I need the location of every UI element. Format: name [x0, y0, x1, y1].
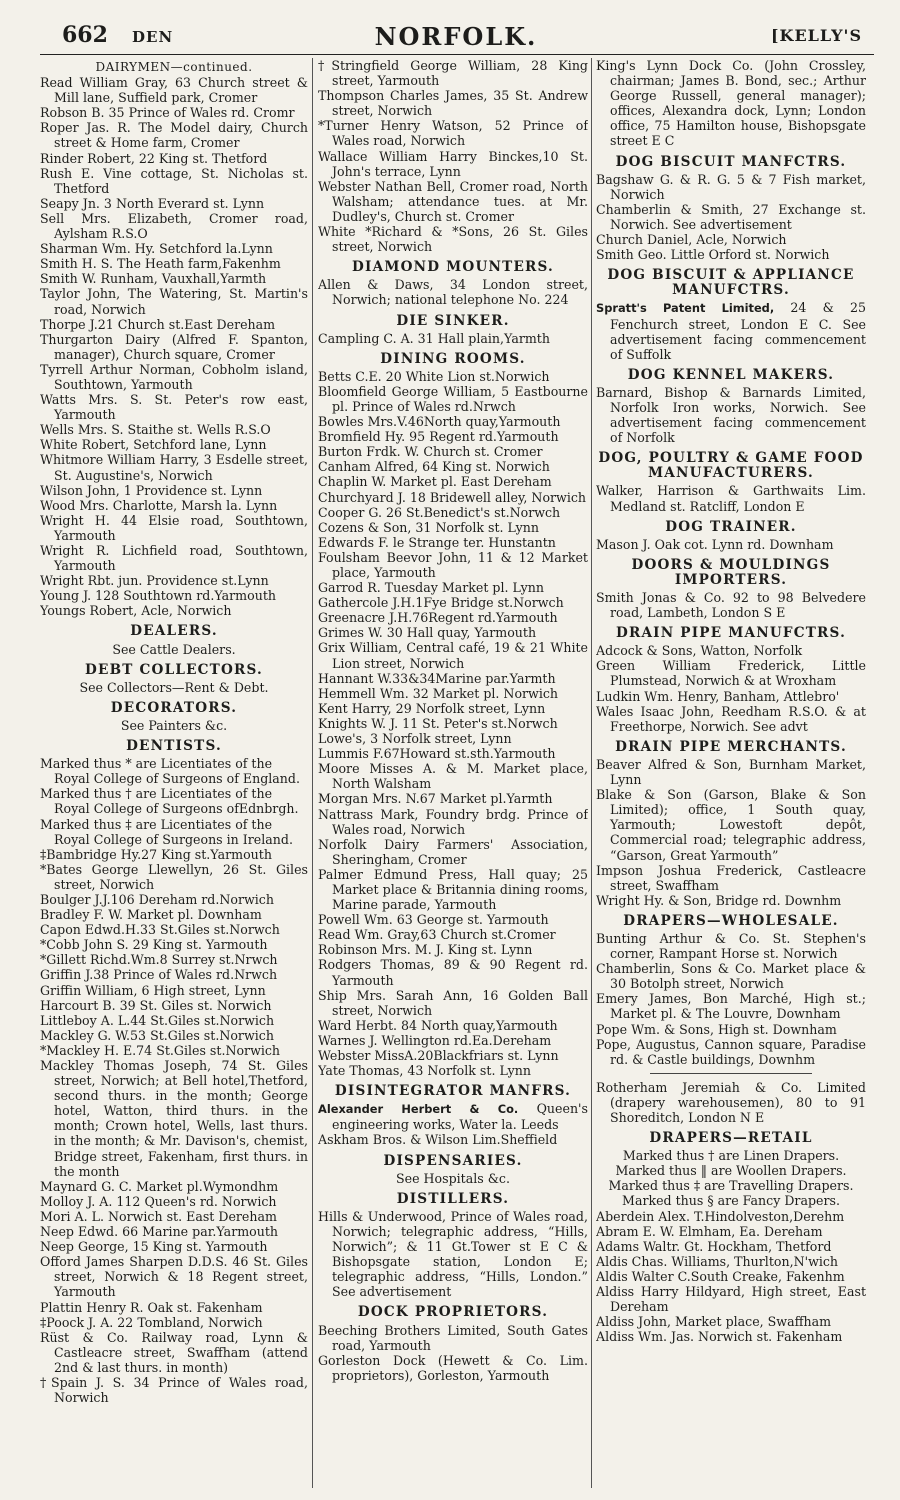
category-heading: DISINTEGRATOR MANFRS.: [334, 1083, 572, 1100]
category-heading: DRAIN PIPE MERCHANTS.: [615, 738, 847, 755]
category-heading: DISPENSARIES.: [383, 1152, 523, 1169]
listing-entry: Sell Mrs. Elizabeth, Cromer road, Aylsham R.S.O: [40, 210, 308, 242]
cross-reference: Marked thus ‖ are Woollen Drapers.: [615, 1163, 847, 1179]
category-heading: DOG KENNEL MAKERS.: [627, 366, 835, 383]
listing-entry: *Cobb John S. 29 King st. Yarmouth: [40, 937, 268, 953]
category-heading: DEBT COLLECTORS.: [85, 661, 263, 678]
category-heading: DIE SINKER.: [396, 312, 510, 329]
listing-entry: Lowe's, 3 Norfolk street, Lynn: [318, 731, 512, 747]
listing-entry: Grimes W. 30 Hall quay, Yarmouth: [318, 625, 537, 641]
page-title: NORFOLK.: [374, 22, 538, 51]
listing-entry: Askham Bros. & Wilson Lim.Sheffield: [318, 1132, 558, 1148]
column-divider: [591, 58, 592, 1488]
category-heading: DRAPERS—RETAIL: [649, 1130, 813, 1147]
listing-entry: Bromfield Hy. 95 Regent rd.Yarmouth: [318, 429, 559, 445]
listing-entry: Smith H. S. The Heath farm,Fakenhm: [40, 256, 281, 272]
cross-reference: See Cattle Dealers.: [112, 641, 236, 657]
listing-entry: Griffin William, 6 High street, Lynn: [40, 982, 266, 998]
listing-entry: Taylor John, The Watering, St. Martin's road, Norwich: [40, 286, 308, 317]
listing-entry: Chamberlin & Smith, 27 Exchange st. Norwich. See advertisement: [596, 201, 866, 232]
listing-entry: Churchyard J. 18 Bridewell alley, Norwich: [318, 489, 587, 505]
listing-entry: Aberdein Alex. T.Hindolveston,Derehm: [596, 1208, 845, 1224]
classification-note: Marked thus ‡ are Licentiates of the Royal College of Surgeons in Ireland.: [40, 816, 293, 847]
category-heading: DINING ROOMS.: [380, 350, 526, 367]
listing-entry: Neep Edwd. 66 Marine par.Yarmouth: [40, 1224, 279, 1240]
listing-entry: Grix William, Central café, 19 & 21 White Lion street, Norwich: [318, 640, 588, 671]
listing-entry: Aldiss Wm. Jas. Norwich st. Fakenham: [596, 1329, 843, 1345]
header-rule: [40, 54, 874, 55]
listing-entry: Pope Wm. & Sons, High st. Downham: [596, 1021, 837, 1037]
classification-note: Marked thus † are Licentiates of the Royal College of Surgeons ofEdnbrgh.: [40, 786, 299, 817]
listing-entry: Impson Joshua Frederick, Castleacre street, Swaffham: [596, 862, 866, 893]
listing-entry: Boulger J.J.106 Dereham rd.Norwich: [40, 891, 274, 907]
listing-entry: Wright H. 44 Elsie road, Southtown, Yarmouth: [40, 512, 308, 543]
listing-entry: *Mackley H. E.74 St.Giles st.Norwich: [40, 1042, 281, 1058]
listing-entry: Betts C.E. 20 White Lion st.Norwich: [318, 368, 550, 384]
continued-heading: DAIRYMEN—continued.: [95, 60, 253, 74]
listing-entry: Tyrrell Arthur Norman, Cobholm island, Southtown, Yarmouth: [40, 361, 308, 392]
listing-entry: Chamberlin, Sons & Co. Market place & 30 Botolph street, Norwich: [596, 961, 866, 992]
category-heading: DOG, POULTRY & GAME FOOD MANUFACTURERS.: [598, 450, 864, 482]
listing-entry: Green William Frederick, Little Plumstead, Norwich & at Wroxham: [596, 658, 866, 689]
section-guide: DEN: [132, 28, 174, 46]
listing-entry: Thompson Charles James, 35 St. Andrew street, Norwich: [318, 88, 588, 119]
listing-entry: Neep George, 15 King st. Yarmouth: [40, 1239, 268, 1255]
listing-entry: Mason J. Oak cot. Lynn rd. Downham: [596, 536, 834, 552]
listing-entry: Hannant W.33&34Marine par.Yarmth: [318, 670, 556, 686]
cross-reference: Marked thus ‡ are Travelling Drapers.: [608, 1178, 854, 1194]
listing-entry: Nattrass Mark, Foundry brdg. Prince of Wales road, Norwich: [318, 806, 588, 837]
listing-entry: Rodgers Thomas, 89 & 90 Regent rd. Yarmouth: [318, 957, 588, 988]
listing-entry: Rush E. Vine cottage, St. Nicholas st. Thetford: [40, 165, 308, 196]
listing-entry: Read Wm. Gray,63 Church st.Cromer: [318, 927, 556, 943]
listing-entry: †Spain J. S. 34 Prince of Wales road, Norwich: [40, 1374, 308, 1406]
listing-entry: Mackley Thomas Joseph, 74 St. Giles street, Norwich; at Bell hotel,Thetford, second thurs. in the month; George hotel, Watton, third thurs. in the month; Crown hotel, Wells, last thurs. in the month; & Mr. Davison's, chemist, Bridge street, Fakenham, first thurs. in the month: [40, 1058, 308, 1179]
listing-entry: Adams Waltr. Gt. Hockham, Thetford: [596, 1238, 832, 1254]
listing-entry: †Stringfield George William, 28 King street, Yarmouth: [318, 58, 588, 89]
listing-entry: Rüst & Co. Railway road, Lynn & Castleacre street, Swaffham (attend 2nd & last thurs. in month): [40, 1329, 308, 1375]
page-number: 662: [62, 22, 108, 48]
listing-entry: Lummis F.67Howard st.sth.Yarmouth: [318, 746, 556, 762]
listing-entry: Church Daniel, Acle, Norwich: [596, 232, 787, 248]
category-heading: DENTISTS.: [126, 738, 222, 755]
listing-entry: Webster MissA.20Blackfriars st. Lynn: [318, 1048, 559, 1063]
listing-entry: Abram E. W. Elmham, Ea. Dereham: [596, 1223, 823, 1239]
listing-entry: Molloy J. A. 112 Queen's rd. Norwich: [40, 1193, 277, 1209]
listing-entry: Wright Hy. & Son, Bridge rd. Downhm: [596, 892, 842, 908]
listing-entry: Littleboy A. L.44 St.Giles st.Norwich: [40, 1012, 275, 1028]
listing-entry: Ship Mrs. Sarah Ann, 16 Golden Ball street, Norwich: [318, 987, 588, 1018]
category-heading: DRAPERS—WHOLESALE.: [623, 912, 839, 929]
listing-entry: Greenacre J.H.76Regent rd.Yarmouth: [318, 610, 558, 626]
listing-entry: Moore Misses A. & M. Market place, North Walsham: [318, 761, 588, 792]
listing-entry: Ward Herbt. 84 North quay,Yarmouth: [318, 1017, 558, 1033]
category-heading: DOG TRAINER.: [665, 518, 797, 535]
listing-entry: Rotherham Jeremiah & Co. Limited (drapery warehousemen), 80 to 91 Shoreditch, London N E: [596, 1079, 866, 1125]
cross-reference: See Painters &c.: [120, 717, 228, 733]
category-heading: DEALERS.: [130, 623, 218, 640]
listing-entry: Foulsham Beevor John, 11 & 12 Market place, Yarmouth: [318, 549, 588, 580]
listing-entry: Whitmore William Harry, 3 Esdelle street, St. Augustine's, Norwich: [40, 452, 308, 483]
listing-entry: Aldiss John, Market place, Swaffham: [596, 1314, 832, 1330]
listing-entry: White Robert, Setchford lane, Lynn: [40, 437, 267, 453]
advertiser-name: Alexander Herbert & Co.: [318, 1102, 519, 1117]
listing-entry: Cooper G. 26 St.Benedict's st.Norwch: [318, 504, 561, 520]
listing-entry: Beeching Brothers Limited, South Gates road, Yarmouth: [318, 1322, 588, 1353]
listing-entry: Bunting Arthur & Co. St. Stephen's corner, Rampant Horse st. Norwich: [596, 930, 866, 962]
listing-entry: Robson B. 35 Prince of Wales rd. Cromr: [40, 105, 295, 121]
listing-entry: Sharman Wm. Hy. Setchford la.Lynn: [40, 241, 273, 257]
listing-entry: Knights W. J. 11 St. Peter's st.Norwch: [318, 715, 558, 731]
listing-entry: Griffin J.38 Prince of Wales rd.Nrwch: [40, 967, 278, 983]
listing-entry: Powell Wm. 63 George st. Yarmouth: [318, 912, 549, 928]
listing-entry: Seapy Jn. 3 North Everard st. Lynn: [40, 195, 265, 211]
listing-text: Queen's engineering works, Water la. Leeds: [332, 1101, 588, 1133]
section-rule: [650, 1073, 812, 1074]
listing-entry: Smith Jonas & Co. 92 to 98 Belvedere road, Lambeth, London S E: [596, 590, 866, 621]
listing-entry: Palmer Edmund Press, Hall quay; 25 Market place & Britannia dining rooms, Marine parade, Yarmouth: [318, 866, 588, 913]
listing-entry: Ludkin Wm. Henry, Banham, Attlebro': [596, 688, 840, 704]
listing-entry: Wright R. Lichfield road, Southtown, Yarmouth: [40, 543, 308, 574]
listing-entry: Aldiss Harry Hildyard, High street, East Dereham: [596, 1284, 866, 1315]
category-heading: DECORATORS.: [110, 699, 238, 716]
category-heading: DIAMOND MOUNTERS.: [352, 259, 554, 276]
listing-entry: Plattin Henry R. Oak st. Fakenham: [40, 1299, 263, 1315]
listing-entry: Smith Geo. Little Orford st. Norwich: [596, 247, 830, 263]
listing-entry: *Gillett Richd.Wm.8 Surrey st.Nrwch: [40, 952, 278, 968]
listing-entry: Gathercole J.H.1Fye Bridge st.Norwch: [318, 595, 564, 611]
category-heading: DISTILLERS.: [396, 1190, 510, 1207]
cross-reference: See Collectors—Rent & Debt.: [79, 679, 269, 695]
listing-text: 24 & 25 Fenchurch street, London E C. See advertisement facing commencement of Suffolk: [610, 300, 866, 362]
category-heading: DOORS & MOULDINGS IMPORTERS.: [631, 556, 831, 588]
listing-entry: Wallace William Harry Binckes,10 St. John's terrace, Lynn: [318, 148, 588, 179]
listing-entry: Aldis Chas. Williams, Thurlton,N'wich: [596, 1253, 839, 1269]
listing-entry: *Turner Henry Watson, 52 Prince of Wales road, Norwich: [318, 118, 588, 149]
cross-reference: See Hospitals &c.: [396, 1170, 510, 1186]
listing-entry: Barnard, Bishop & Barnards Limited, Norfolk Iron works, Norwich. See advertisement facing commencement of Norfolk: [596, 384, 866, 446]
listing-entry: Hills & Underwood, Prince of Wales road, Norwich; telegraphic address, “Hills, Norwich”; & 11 Gt.Tower st E C & Bishopsgate station, London E; telegraphic address, “Hills, London.” See advertisement: [318, 1208, 588, 1300]
column-1: [40, 58, 308, 1490]
listing-entry: Wood Mrs. Charlotte, Marsh la. Lynn: [40, 497, 278, 513]
listing-entry: Smith W. Runham, Vauxhall,Yarmth: [40, 271, 267, 287]
listing-entry: Read William Gray, 63 Church street & Mill lane, Suffield park, Cromer: [40, 75, 308, 106]
listing-entry: Pope, Augustus, Cannon square, Paradise rd. & Castle buildings, Downhm: [596, 1036, 866, 1067]
listing-entry: Bowles Mrs.V.46North quay,Yarmouth: [318, 414, 561, 430]
listing-entry: Cozens & Son, 31 Norfolk st. Lynn: [318, 519, 539, 535]
category-heading: DOG BISCUIT & APPLIANCE MANUFCTRS.: [607, 267, 855, 299]
listing-entry: Thurgarton Dairy (Alfred F. Spanton, manager), Church square, Cromer: [40, 331, 308, 362]
listing-entry: Burton Frdk. W. Church st. Cromer: [318, 444, 543, 460]
listing-entry: Wells Mrs. S. Staithe st. Wells R.S.O: [40, 422, 271, 438]
listing-entry: Offord James Sharpen D.D.S. 46 St. Giles street, Norwich & 18 Regent street, Yarmouth: [40, 1254, 308, 1300]
listing-entry: Campling C. A. 31 Hall plain,Yarmth: [318, 330, 550, 346]
listing-entry: Capon Edwd.H.33 St.Giles st.Norwch: [40, 922, 280, 938]
cross-reference: Marked thus † are Linen Drapers.: [622, 1148, 840, 1164]
listing-entry: Allen & Daws, 34 London street, Norwich; national telephone No. 224: [318, 277, 588, 308]
listing-entry: Watts Mrs. S. St. Peter's row east, Yarmouth: [40, 392, 308, 423]
column-divider: [312, 58, 313, 1488]
listing-entry: Bloomfield George William, 5 Eastbourne pl. Prince of Wales rd.Nrwch: [318, 383, 588, 414]
listing-entry: ‡Bambridge Hy.27 King st.Yarmouth: [40, 846, 272, 862]
listing-entry: Roper Jas. R. The Model dairy, Church street & Home farm, Cromer: [40, 120, 308, 151]
listing-entry: [596, 300, 866, 361]
listing-entry: Wilson John, 1 Providence st. Lynn: [40, 482, 263, 498]
listing-entry: Robinson Mrs. M. J. King st. Lynn: [318, 942, 533, 958]
listing-entry: Bradley F. W. Market pl. Downham: [40, 907, 262, 923]
listing-entry: King's Lynn Dock Co. (John Crossley, chairman; James B. Bond, sec.; Arthur George Russell, general manager); offices, Alexandra dock, Lynn; London office, 75 Hamilton house, Bishopsgate street E C: [596, 58, 866, 149]
listing-entry: Norfolk Dairy Farmers' Association, Sheringham, Cromer: [318, 836, 588, 867]
listing-entry: ‡Poock J. A. 22 Tombland, Norwich: [40, 1314, 263, 1330]
column-2: [318, 58, 588, 1490]
listing-entry: Warnes J. Wellington rd.Ea.Dereham: [318, 1032, 552, 1048]
listing-entry: Mackley G. W.53 St.Giles st.Norwich: [40, 1027, 274, 1043]
classification-note: Marked thus * are Licentiates of the Royal College of Surgeons of England.: [40, 756, 300, 787]
listing-entry: Bagshaw G. & R. G. 5 & 7 Fish market, Norwich: [596, 171, 866, 202]
listing-entry: Edwards F. le Strange ter. Hunstantn: [318, 534, 556, 550]
listing-entry: Aldis Walter C.South Creake, Fakenhm: [596, 1268, 845, 1284]
listing-entry: Harcourt B. 39 St. Giles st. Norwich: [40, 997, 272, 1013]
listing-entry: Webster Nathan Bell, Cromer road, North Walsham; attendance tues. at Mr. Dudley's, Church st. Cromer: [318, 178, 588, 224]
listing-entry: Maynard G. C. Market pl.Wymondhm: [40, 1178, 279, 1194]
listing-entry: Chaplin W. Market pl. East Dereham: [318, 474, 552, 490]
listing-entry: Rinder Robert, 22 King st. Thetford: [40, 150, 268, 166]
listing-entry: Mori A. L. Norwich st. East Dereham: [40, 1208, 277, 1224]
listing-entry: Youngs Robert, Acle, Norwich: [40, 603, 232, 619]
listing-entry: Wales Isaac John, Reedham R.S.O. & at Freethorpe, Norwich. See advt: [596, 703, 866, 734]
column-3: [596, 58, 866, 1490]
publisher-mark: [KELLY'S: [770, 26, 862, 45]
category-heading: DOG BISCUIT MANFCTRS.: [615, 153, 847, 170]
listing-entry: Wright Rbt. jun. Providence st.Lynn: [40, 573, 269, 589]
listing-entry: Hemmell Wm. 32 Market pl. Norwich: [318, 685, 559, 701]
category-heading: DRAIN PIPE MANUFCTRS.: [615, 625, 847, 642]
listing-entry: Garrod R. Tuesday Market pl. Lynn: [318, 580, 545, 596]
listing-entry: Morgan Mrs. N.67 Market pl.Yarmth: [318, 791, 553, 807]
listing-entry: Yate Thomas, 43 Norfolk st. Lynn: [318, 1063, 531, 1079]
listing-entry: Beaver Alfred & Son, Burnham Market, Lynn: [596, 756, 866, 788]
listing-entry: White *Richard & *Sons, 26 St. Giles street, Norwich: [318, 224, 588, 255]
listing-entry: Thorpe J.21 Church st.East Dereham: [40, 316, 276, 332]
listing-entry: Adcock & Sons, Watton, Norfolk: [596, 643, 803, 659]
listing-entry: *Bates George Llewellyn, 26 St. Giles street, Norwich: [40, 861, 308, 892]
cross-reference: Marked thus § are Fancy Drapers.: [622, 1193, 840, 1209]
listing-entry: Emery James, Bon Marché, High st.; Market pl. & The Louvre, Downham: [596, 991, 866, 1022]
listing-entry: Young J. 128 Southtown rd.Yarmouth: [40, 588, 276, 604]
category-heading: DOCK PROPRIETORS.: [357, 1304, 549, 1321]
listing-entry: Walker, Harrison & Garthwaits Lim. Medland st. Ratcliff, London E: [596, 483, 866, 514]
listing-entry: Gorleston Dock (Hewett & Co. Lim. proprietors), Gorleston, Yarmouth: [318, 1352, 588, 1383]
listing-entry: [318, 1101, 588, 1132]
listing-entry: Blake & Son (Garson, Blake & Son Limited); office, 1 South quay, Yarmouth; Lowestoft depôt, Commercial road; telegraphic address, “Garson, Great Yarmouth”: [596, 787, 866, 863]
listing-entry: Canham Alfred, 64 King st. Norwich: [318, 459, 550, 475]
listing-entry: Kent Harry, 29 Norfolk street, Lynn: [318, 700, 546, 716]
advertiser-name: Spratt's Patent Limited,: [596, 301, 775, 316]
page-header: [36, 18, 876, 50]
